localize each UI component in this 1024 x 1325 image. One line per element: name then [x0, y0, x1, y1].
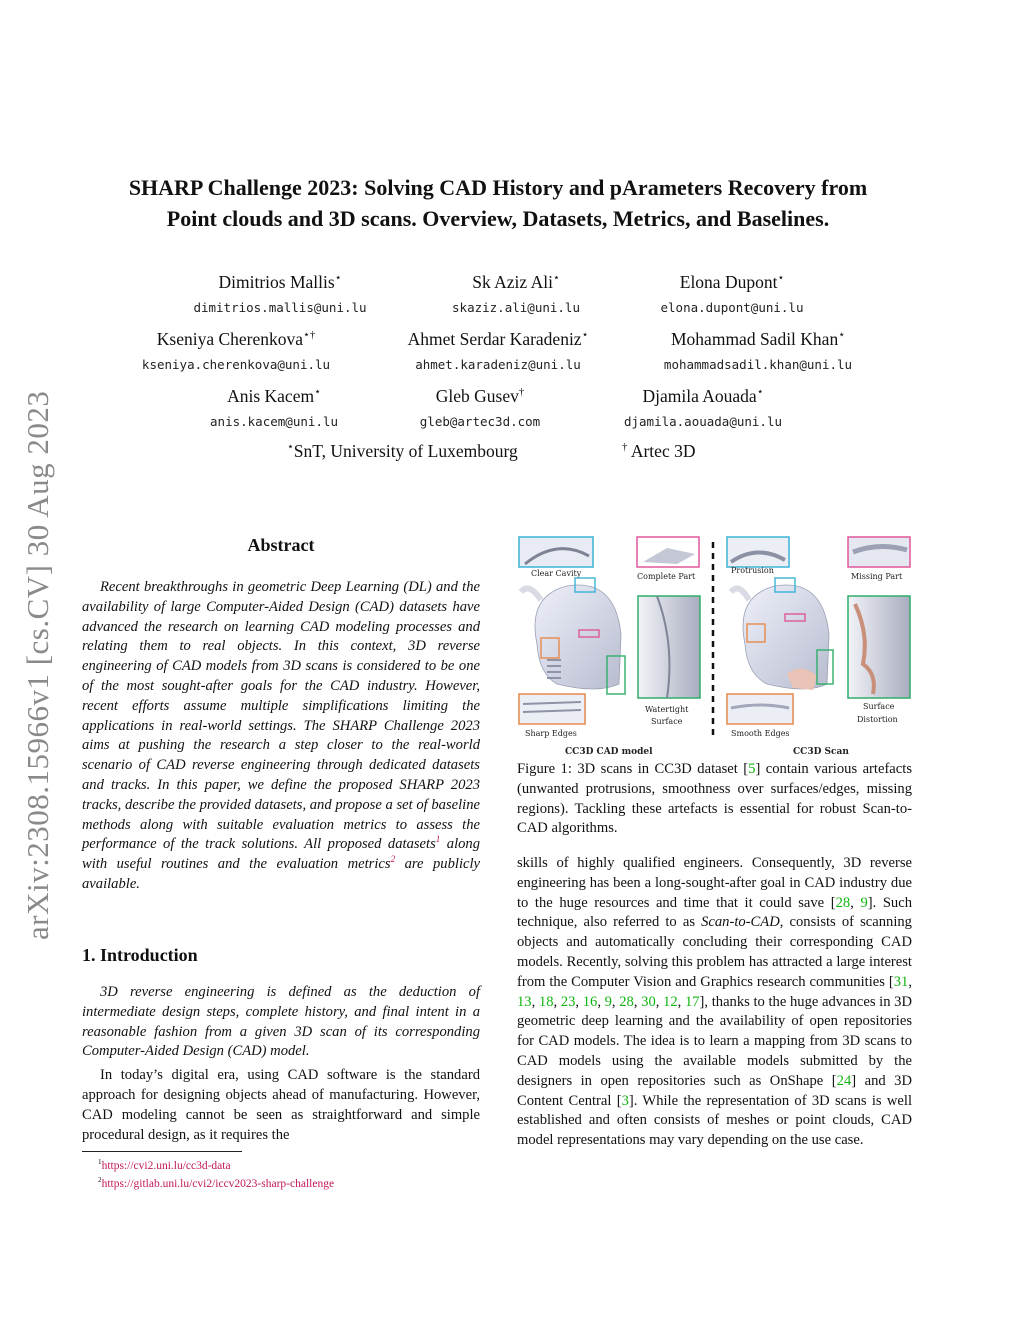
citation-link[interactable]: 23 [560, 993, 576, 1010]
cad-helmet-body [535, 585, 621, 689]
body-text: ]. Such technique, also referred to as [517, 894, 913, 931]
citation-link[interactable]: 9 [604, 993, 612, 1010]
author-mark: ⋆ [552, 272, 560, 285]
author-name: Anis Kacem [227, 386, 315, 406]
author-block [86, 328, 386, 375]
label-surface-distortion-2: Distortion [857, 715, 898, 724]
footnote-link[interactable]: https://gitlab.uni.lu/cvi2/iccv2023-sharp-challenge [101, 1178, 335, 1190]
smooth-edges-inset [727, 694, 793, 724]
footnote-rule [82, 1151, 242, 1152]
affiliation-text: Artec 3D [630, 441, 696, 461]
sharp-edges-inset [519, 694, 585, 724]
author-email: djamila.aouada@uni.lu [623, 414, 783, 429]
author-email: skaziz.ali@uni.lu [452, 300, 580, 315]
label-watertight-1: Watertight [645, 705, 689, 714]
citation-link[interactable]: 17 [684, 993, 700, 1010]
abstract-text-3: are publicly available. [82, 856, 481, 892]
body-text: ], thanks to the huge advances in 3D geometric deep learning and the availability of open repositories for CAD models. The idea is to learn a mapping from 3D scans to CAD models using the available models submitted by the designers in open repositories such as OnShape [ [517, 993, 913, 1089]
footnote-link[interactable]: https://cvi2.uni.lu/cc3d-data [101, 1160, 231, 1172]
citation-link[interactable]: 28 [835, 894, 851, 911]
affiliation-mark: ⋆ [287, 441, 294, 454]
intro-paragraph-2: In today’s digital era, using CAD software is the standard approach for designing objects ahead of manufacturing. However, CAD modeling cannot be seen as straightforward and simple procedural design, as it requires the [82, 1067, 480, 1143]
author-email: dimitrios.mallis@uni.lu [193, 300, 367, 315]
footnote-number: 1 [98, 1158, 102, 1167]
author-block [348, 328, 648, 375]
cad-model-group [519, 537, 700, 757]
citation-link[interactable]: 24 [836, 1072, 852, 1089]
label-complete-part: Complete Part [637, 572, 696, 581]
body-text: , consists of scanning objects and automatically concluding their corresponding CAD models. Recently, solving this problem has attracted a large interest from the Computer Vision and Graphics research communities [ [517, 914, 912, 990]
author-name: Kseniya Cherenkova [156, 329, 304, 349]
citation-link[interactable]: 13 [517, 993, 532, 1010]
abstract-heading: Abstract [247, 535, 315, 555]
label-surface-distortion-1: Surface [863, 702, 895, 711]
intro-paragraph-1: 3D reverse engineering is defined as the deduction of intermediate design steps, complete history, and final intent in a reasonable fashion from a given 3D scan of its corresponding Computer-Aided Design (CAD) model. [82, 984, 480, 1060]
scan-group [727, 537, 910, 757]
citation-link[interactable]: 18 [538, 993, 554, 1010]
label-clear-cavity: Clear Cavity [531, 569, 582, 578]
abstract-body [82, 578, 480, 895]
figure-1-illustration [517, 534, 912, 760]
author-mark: ⋆ [314, 386, 321, 399]
author-mark: ⋆ [756, 386, 764, 399]
footnote-2 [98, 1177, 334, 1192]
author-name: Ahmet Serdar Karadeniz [407, 329, 582, 349]
label-scan: CC3D Scan [793, 747, 849, 757]
body-text-italic: Scan-to-CAD [701, 914, 780, 931]
author-name: Gleb Gusev [435, 386, 519, 406]
affiliation-mark: † [622, 441, 628, 454]
body-text: ] and 3D Content Central [ [517, 1072, 912, 1109]
citation-link[interactable]: 12 [663, 993, 678, 1010]
label-missing-part: Missing Part [851, 572, 903, 581]
affiliation [622, 441, 695, 462]
author-mark: ⋆ [838, 329, 845, 342]
label-smooth-edges: Smooth Edges [731, 729, 790, 738]
abstract-text-2: along with useful routines and the evaluation metrics [82, 836, 481, 873]
label-sharp-edges: Sharp Edges [525, 729, 577, 738]
scan-helmet-horn [731, 588, 749, 600]
author-name: Elona Dupont [679, 272, 778, 292]
author-email: ahmet.karadeniz@uni.lu [415, 357, 581, 372]
caption-text: Figure 1: 3D scans in CC3D dataset [ [517, 761, 749, 777]
footnote-number: 2 [98, 1176, 102, 1185]
cad-helmet-horn [521, 588, 541, 600]
citation-link[interactable]: 5 [748, 761, 756, 777]
label-protrusion: Protrusion [731, 566, 774, 575]
author-name: Dimitrios Mallis [218, 272, 335, 292]
arxiv-identifier: arXiv:2308.15966v1 [cs.CV] 30 Aug 2023 [20, 390, 55, 940]
author-name: Sk Aziz Ali [472, 272, 553, 292]
author-block [608, 328, 908, 375]
right-column-body: skills of highly qualified engineers. Consequently, 3D reverse engineering has been a long-sought-after goal in CAD industry due to the huge resources and time that it could save [28, 9]. Such technique, also referred to as Scan-to-CAD, consists of scanning objects and automatically concluding their corresponding CAD models. Recently, solving this problem has attracted a large interest from the Computer Vision and Graphics research communities [31, 13, 18, 23, 16, 9, 28, 30, 12, 17], thanks to the huge advances in 3D geometric deep learning and the availability of open repositories for CAD models. The idea is to learn a mapping from 3D scans to CAD models using the available models submitted by the designers in open repositories such as OnShape [24] and 3D Content Central [3]. While the representation of 3D scans is well established and often consists of meshes or point clouds, CAD model representations may vary depending on the use case. [517, 855, 913, 1149]
author-name: Djamila Aouada [642, 386, 757, 406]
author-email: anis.kacem@uni.lu [210, 414, 338, 429]
footnote-ref-2[interactable]: 2 [390, 854, 396, 865]
author-mark: ⋆† [303, 329, 316, 342]
footnote-ref-1[interactable]: 1 [435, 834, 441, 845]
author-block [553, 385, 853, 432]
body-text: skills of highly qualified engineers. Consequently, 3D reverse engineering has been a long-sought-after goal in CAD industry due to the huge resources and time that it could save [ [517, 855, 912, 911]
title-line-1: SHARP Challenge 2023: Solving CAD History and pArameters Recovery from [128, 175, 868, 200]
author-mark: ⋆ [581, 329, 589, 342]
affiliation [287, 441, 518, 462]
author-email: kseniya.cherenkova@uni.lu [141, 357, 331, 372]
title-line-2: Point clouds and 3D scans. Overview, Datasets, Metrics, and Baselines. [166, 206, 830, 231]
author-mark: ⋆ [777, 272, 785, 285]
affiliation-text: SnT, University of Luxembourg [293, 441, 518, 461]
author-block [582, 271, 882, 318]
body-text: , [850, 894, 861, 911]
author-mark: ⋆ [334, 272, 342, 285]
intro-body [82, 983, 480, 1145]
author-email: elona.dupont@uni.lu [660, 300, 804, 315]
section-heading: 1. Introduction [82, 945, 198, 965]
body-text: ]. While the representation of 3D scans is well established and often consists of meshes or point clouds, CAD model representations may vary depending on the use case. [517, 1092, 912, 1149]
citation-link[interactable]: 9 [860, 894, 868, 911]
author-email: gleb@artec3d.com [419, 414, 541, 429]
caption-text-2: ] contain various artefacts (unwanted protrusions, smoothness over surfaces/edges, missing regions). Tackling these artefacts is essential for robust Scan-to-CAD algorithms. [517, 761, 913, 837]
abstract-text: Recent breakthroughs in geometric Deep Learning (DL) and the availability of large Computer-Aided Design (CAD) datasets have advanced the research on learning CAD modeling processes and relating them to real objects. In this context, 3D reverse engineering of CAD models from 3D scans is considered to be one of the most sought-after goals for the CAD industry. However, recent efforts assume multiple simplifications limiting the applications in real-world settings. The SHARP Challenge 2023 aims at pushing the research a step closer to the real-world scenario of CAD reverse engineering through dedicated datasets and tracks. In this paper, we define the proposed SHARP 2023 tracks, describe the provided datasets, and propose a set of baseline methods along with suitable evaluation metrics to assess the performance of the track solutions. All proposed datasets [82, 579, 480, 853]
author-mark: † [518, 386, 525, 399]
label-cad-model: CC3D CAD model [565, 747, 653, 757]
scan-helmet-body [743, 585, 829, 689]
footnote-1 [98, 1159, 231, 1174]
paper-title [60, 172, 936, 234]
figure-caption [517, 760, 912, 839]
label-watertight-2: Surface [651, 717, 683, 726]
citation-link[interactable]: 16 [582, 993, 598, 1010]
author-email: mohammadsadil.khan@uni.lu [663, 357, 853, 372]
citation-link[interactable]: 3 [621, 1092, 629, 1109]
citation-link[interactable]: 30 [641, 993, 656, 1010]
citation-link[interactable]: 31 [893, 973, 909, 990]
citation-link[interactable]: 28 [619, 993, 634, 1010]
author-name: Mohammad Sadil Khan [671, 329, 839, 349]
figure-1 [517, 534, 912, 760]
